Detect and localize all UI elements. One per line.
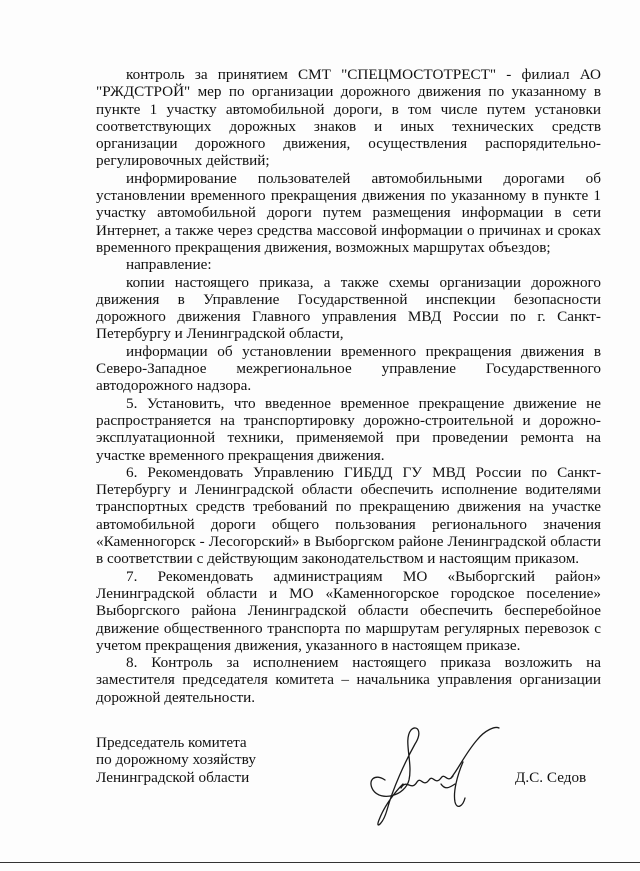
document-body [96, 66, 601, 706]
paragraph-item-6: 6. Рекомендовать Управлению ГИБДД ГУ МВД России по Санкт-Петербургу и Ленинградской области обеспечить исполнение водителями транспортных средств требований по прекращению движения на участке автомобильной дороги общего пользования регионального значения «Каменногорск - Лесогорский» в Выборгском районе Ленинградской области в соответствии с действующим законодательством и настоящим приказом. [96, 463, 601, 568]
signatory-position-line: по дорожному хозяйству [96, 751, 256, 769]
paragraph-item-8: 8. Контроль за исполнением настоящего приказа возложить на заместителя председателя комитета – начальника управления организации дорожной деятельности. [96, 654, 601, 706]
paragraph-supervision: контроль за принятием СМТ "СПЕЦМОСТОТРЕСТ" - филиал АО "РЖДСТРОЙ" мер по организации дорожного движения по указанному в пункте 1 участку автомобильной дороги, в том числе путем установки соответствующих дорожных знаков и иных технических средств организации дорожного движения, осуществления распорядительно-регулировочных действий; [96, 66, 601, 170]
signatory-position [96, 734, 256, 786]
signatory-position-line: Председатель комитета [96, 734, 247, 751]
signatory-position-line: Ленинградской области [96, 768, 250, 786]
paragraph-informing: информирование пользователей автомобильными дорогами об установлении временного прекращения движения по указанному в пункте 1 участку автомобильной дороги путем размещения информации в сети Интернет, а также через средства массовой информации о причинах и сроках временного прекращения движения, возможных маршрутах объездов; [96, 169, 601, 256]
handwritten-signature [345, 718, 505, 833]
paragraph-item-5: 5. Установить, что введенное временное прекращение движение не распространяется на транспортировку дорожно-строительной и дорожно-эксплуатационной техники, применяемой при проведении ремонта на участке временного прекращения движения. [96, 394, 601, 464]
paragraph-order-copies: копии настоящего приказа, а также схемы организации дорожного движения в Управление Государственной инспекции безопасности дорожного движения Главного управления МВД России по г. Санкт-Петербургу и Ленинградской области, [96, 273, 601, 343]
page-bottom-edge [0, 862, 640, 863]
paragraph-closure-info: информации об установлении временного прекращения движения в Северо-Западное межрегиональное управление Государственного автодорожного надзора. [96, 342, 601, 395]
signer-name: Д.С. Седов [515, 769, 587, 786]
paragraph-sending: направление: [126, 256, 212, 274]
paragraph-item-7: 7. Рекомендовать администрациям МО «Выборгский район» Ленинградской области и МО «Каменногорское городское поселение» Выборгского района Ленинградской области обеспечить бесперебойное движение общественного транспорта по маршрутам регулярных перевозок с учетом прекращения движения, указанного в настоящем приказе. [96, 567, 601, 654]
